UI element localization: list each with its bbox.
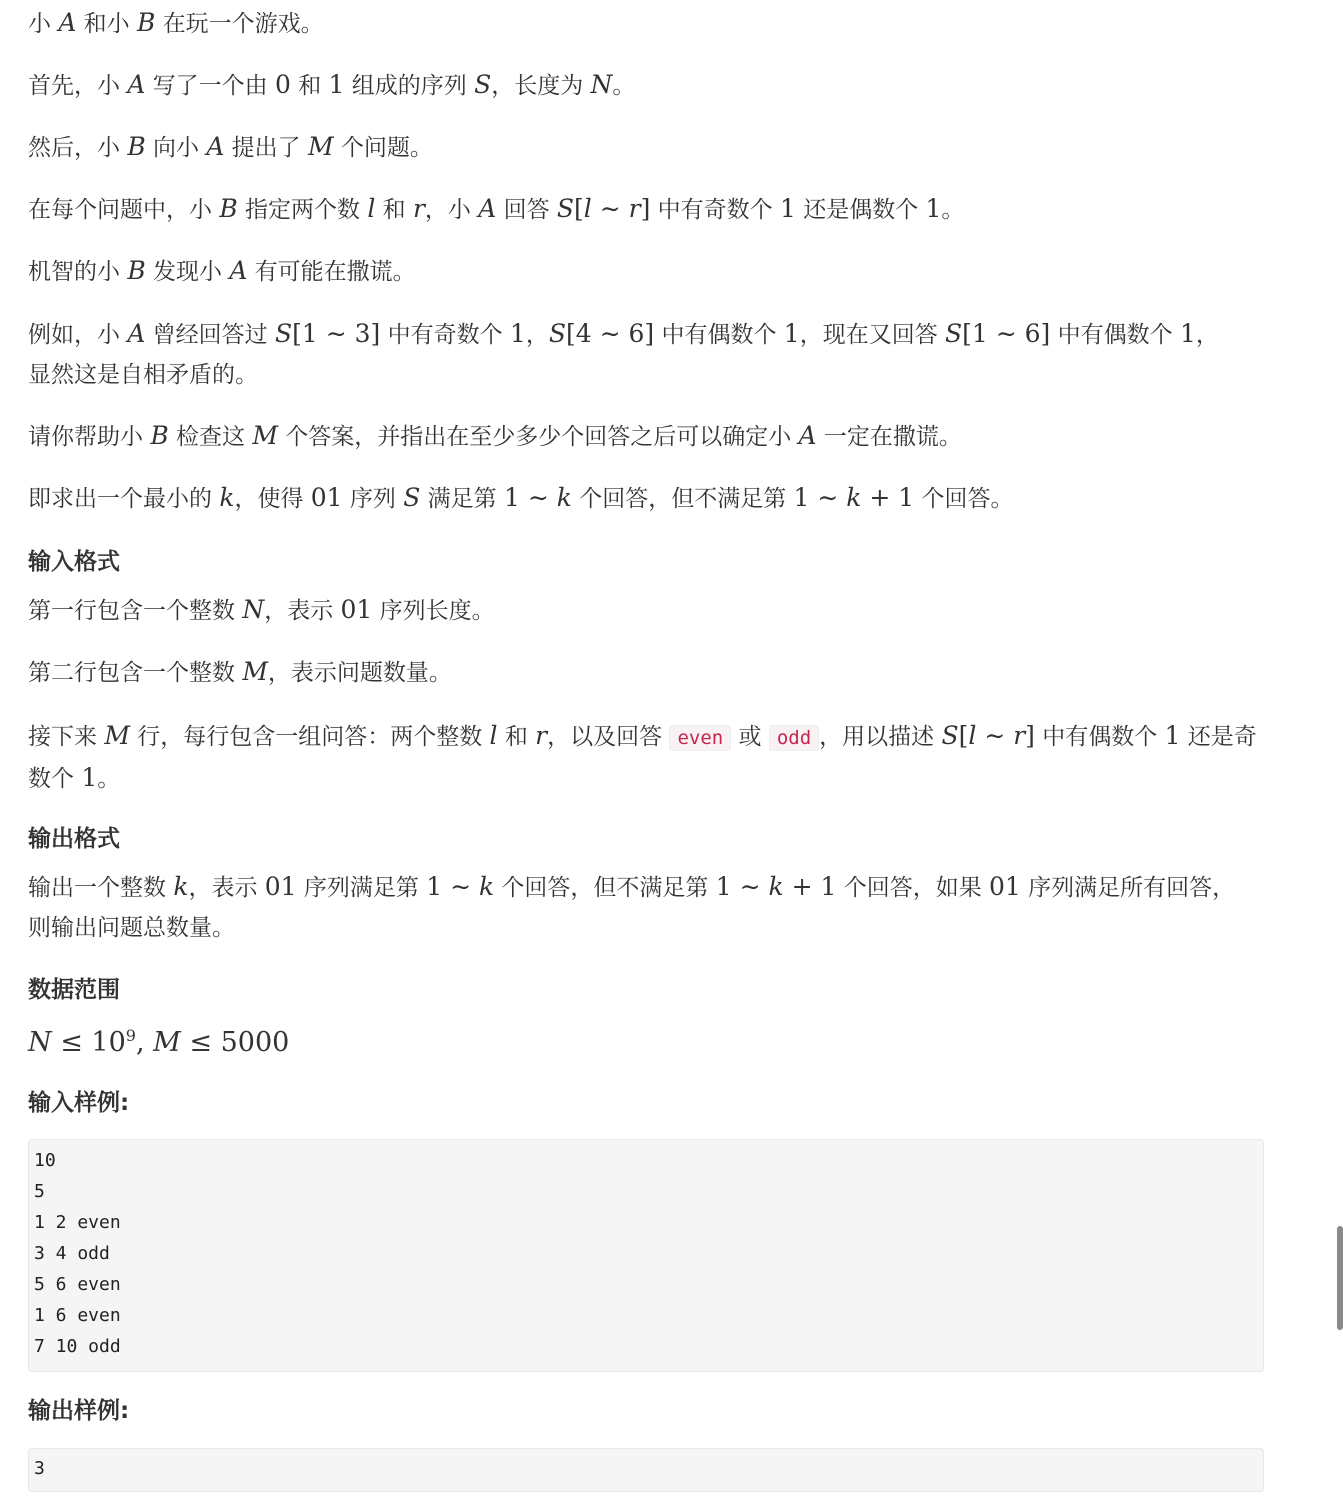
- text: 个回答，如果: [836, 875, 990, 901]
- text: ，显然这是自相矛盾的。: [28, 322, 1219, 388]
- page-scrollbar[interactable]: [1337, 1226, 1343, 1330]
- text: 写了一个由: [145, 73, 275, 99]
- math: M: [242, 657, 268, 686]
- text: 个回答，但不满足第: [494, 875, 716, 901]
- math: 1: [783, 319, 800, 348]
- text: 和小: [76, 11, 137, 37]
- math: 1: [81, 763, 98, 792]
- statement-paragraph-7: [28, 416, 1264, 457]
- text: 个问题。: [333, 135, 433, 161]
- math: 1 ∼: [426, 872, 479, 901]
- text: 请你帮助小: [28, 424, 151, 450]
- math: B: [127, 132, 146, 161]
- math: A: [206, 132, 225, 161]
- math: 1 ∼: [793, 483, 847, 512]
- code-line: 1 6 even: [34, 1305, 121, 1326]
- statement-paragraph-2: [28, 65, 1264, 106]
- text: 在每个问题中，小: [28, 197, 220, 223]
- math: + 1: [861, 483, 915, 512]
- text: 。: [612, 73, 636, 99]
- text: 即求出一个最小的: [28, 486, 220, 512]
- text: 发现小: [145, 259, 230, 285]
- code-line: 1 2 even: [34, 1212, 121, 1233]
- text: 序列: [342, 486, 404, 512]
- math: 1: [328, 70, 345, 99]
- input-format-paragraph-3: [28, 716, 1258, 799]
- math: N: [242, 595, 265, 624]
- sample-input-heading: 输入样例:: [28, 1090, 130, 1116]
- math: S: [403, 483, 421, 512]
- math: r: [412, 194, 425, 223]
- code-line: 7 10 odd: [34, 1336, 121, 1357]
- math: M: [104, 721, 130, 750]
- text: 中有奇数个: [650, 197, 780, 223]
- text: 序列满足所有回答，则输出问题总数量。: [28, 875, 1236, 941]
- math: r: [628, 194, 641, 223]
- math: ≤ 10: [51, 1027, 126, 1058]
- statement-paragraph-8: [28, 478, 1264, 519]
- math: B: [150, 421, 169, 450]
- text: 或: [731, 724, 769, 750]
- math: k: [846, 483, 862, 512]
- text: 回答: [496, 197, 557, 223]
- math: 01: [989, 872, 1021, 901]
- text: 输出一个整数: [28, 875, 174, 901]
- math: l: [489, 721, 498, 750]
- code-line: 5: [34, 1181, 45, 1202]
- output-format-paragraph-1: [28, 867, 1248, 948]
- text: 提出了: [224, 135, 308, 161]
- sample-input-block[interactable]: [28, 1139, 1264, 1372]
- code-line: 10: [34, 1150, 56, 1171]
- math: A: [478, 194, 497, 223]
- math: B: [219, 194, 238, 223]
- input-format-heading: 输入格式: [28, 549, 120, 575]
- math: S: [548, 319, 566, 348]
- math: ≤ 5000: [180, 1027, 290, 1058]
- text: 小: [28, 11, 59, 37]
- text: ，现在又回答: [799, 322, 945, 348]
- math: 1: [779, 194, 796, 223]
- math: 01: [340, 595, 373, 624]
- math: k: [556, 483, 572, 512]
- math: A: [229, 256, 248, 285]
- text: ，长度为: [491, 73, 591, 99]
- math: ∼: [591, 194, 629, 223]
- text: 第一行包含一个整数: [28, 598, 243, 624]
- math: N: [590, 70, 613, 99]
- text: 序列满足第: [296, 875, 427, 901]
- text: 中有奇数个: [380, 322, 510, 348]
- text: 中有偶数个: [1050, 322, 1180, 348]
- text: 个回答。: [914, 486, 1014, 512]
- text: 和: [290, 73, 329, 99]
- text: ，使得: [234, 486, 311, 512]
- math: [: [958, 721, 969, 750]
- code-line: 3 4 odd: [34, 1243, 110, 1264]
- math: 1: [1164, 721, 1181, 750]
- math: 1: [925, 194, 942, 223]
- statement-paragraph-3: [28, 127, 1264, 168]
- text: 和: [375, 197, 413, 223]
- text: 接下来: [28, 724, 105, 750]
- text: 曾经回答过: [145, 322, 275, 348]
- math: B: [137, 8, 156, 37]
- math: + 1: [783, 872, 837, 901]
- math: l: [968, 721, 977, 750]
- text: 机智的小: [28, 259, 128, 285]
- sample-output-heading: 输出样例:: [28, 1398, 130, 1424]
- math: N: [28, 1027, 52, 1058]
- data-range-formula: [28, 1016, 1264, 1063]
- math: [1 ∼ 3]: [292, 319, 381, 348]
- text: 检查这: [168, 424, 253, 450]
- text: 还是奇数个: [28, 724, 1257, 792]
- text: 然后，小: [28, 135, 128, 161]
- math: A: [58, 8, 77, 37]
- math: 1: [1179, 319, 1196, 348]
- text: 组成的序列: [344, 73, 475, 99]
- text: 有可能在撒谎。: [247, 259, 416, 285]
- math: M: [252, 421, 278, 450]
- math: 1 ∼: [715, 872, 769, 901]
- math: M: [153, 1027, 181, 1058]
- text: 在玩一个游戏。: [155, 11, 324, 37]
- math: A: [127, 70, 146, 99]
- text: 指定两个数: [237, 197, 368, 223]
- statement-paragraph-6: [28, 314, 1228, 395]
- text: 行，每行包含一组问答：两个整数: [129, 724, 490, 750]
- text: 第二行包含一个整数: [28, 660, 243, 686]
- math: ]: [640, 194, 651, 223]
- math: A: [127, 319, 146, 348]
- math: l: [583, 194, 592, 223]
- math: 01: [310, 483, 343, 512]
- text: 满足第: [420, 486, 504, 512]
- math: 1: [509, 319, 526, 348]
- text: 。: [941, 197, 965, 223]
- data-range-heading: 数据范围: [28, 977, 120, 1003]
- text: ，小: [424, 197, 479, 223]
- inline-code-odd: odd: [769, 725, 819, 751]
- math: k: [219, 483, 235, 512]
- text: 例如，小: [28, 322, 128, 348]
- input-format-paragraph-1: [28, 590, 1264, 631]
- math: S: [556, 194, 575, 223]
- text: 中有偶数个: [654, 322, 784, 348]
- math: 1 ∼: [503, 483, 557, 512]
- sample-output-block[interactable]: [28, 1448, 1264, 1492]
- text: ，表示: [188, 875, 265, 901]
- text: ，表示问题数量。: [267, 660, 452, 686]
- statement-paragraph-1: [28, 3, 1264, 44]
- math: k: [478, 872, 495, 901]
- math: r: [1013, 721, 1026, 750]
- math: B: [127, 256, 146, 285]
- math: r: [535, 721, 548, 750]
- statement-paragraph-4: [28, 189, 1264, 230]
- text: 还是偶数个: [795, 197, 926, 223]
- math: [: [574, 194, 584, 223]
- text: 一定在撒谎。: [816, 424, 962, 450]
- text: ，用以描述: [819, 724, 942, 750]
- text: 序列长度。: [372, 598, 495, 624]
- math: [1 ∼ 6]: [962, 319, 1051, 348]
- math-exponent: 9: [125, 1026, 136, 1045]
- math: ∼: [976, 721, 1014, 750]
- math: M: [308, 132, 334, 161]
- math: S: [945, 319, 963, 348]
- text: 和: [497, 724, 536, 750]
- text: 中有偶数个: [1034, 724, 1165, 750]
- code-line: 3: [34, 1458, 45, 1479]
- math: 01: [264, 872, 297, 901]
- math: k: [768, 872, 784, 901]
- code-line: 5 6 even: [34, 1274, 121, 1295]
- math: ,: [135, 1027, 154, 1058]
- input-format-paragraph-2: [28, 652, 1264, 693]
- output-format-heading: 输出格式: [28, 826, 120, 852]
- text: 首先，小: [28, 73, 128, 99]
- text: 个回答，但不满足第: [571, 486, 794, 512]
- math: k: [173, 872, 189, 901]
- math: S: [474, 70, 492, 99]
- text: ，: [525, 322, 549, 348]
- math: S: [275, 319, 293, 348]
- math: S: [941, 721, 959, 750]
- text: ，表示: [264, 598, 341, 624]
- text: ，以及回答: [547, 724, 670, 750]
- inline-code-even: even: [669, 725, 731, 751]
- math: l: [367, 194, 376, 223]
- statement-paragraph-5: [28, 251, 1264, 292]
- math: [4 ∼ 6]: [565, 319, 655, 348]
- text: 个答案，并指出在至少多少个回答之后可以确定小: [277, 424, 799, 450]
- text: 。: [97, 766, 121, 792]
- math: 0: [275, 70, 291, 99]
- math: ]: [1025, 721, 1035, 750]
- text: 向小: [145, 135, 207, 161]
- math: A: [798, 421, 817, 450]
